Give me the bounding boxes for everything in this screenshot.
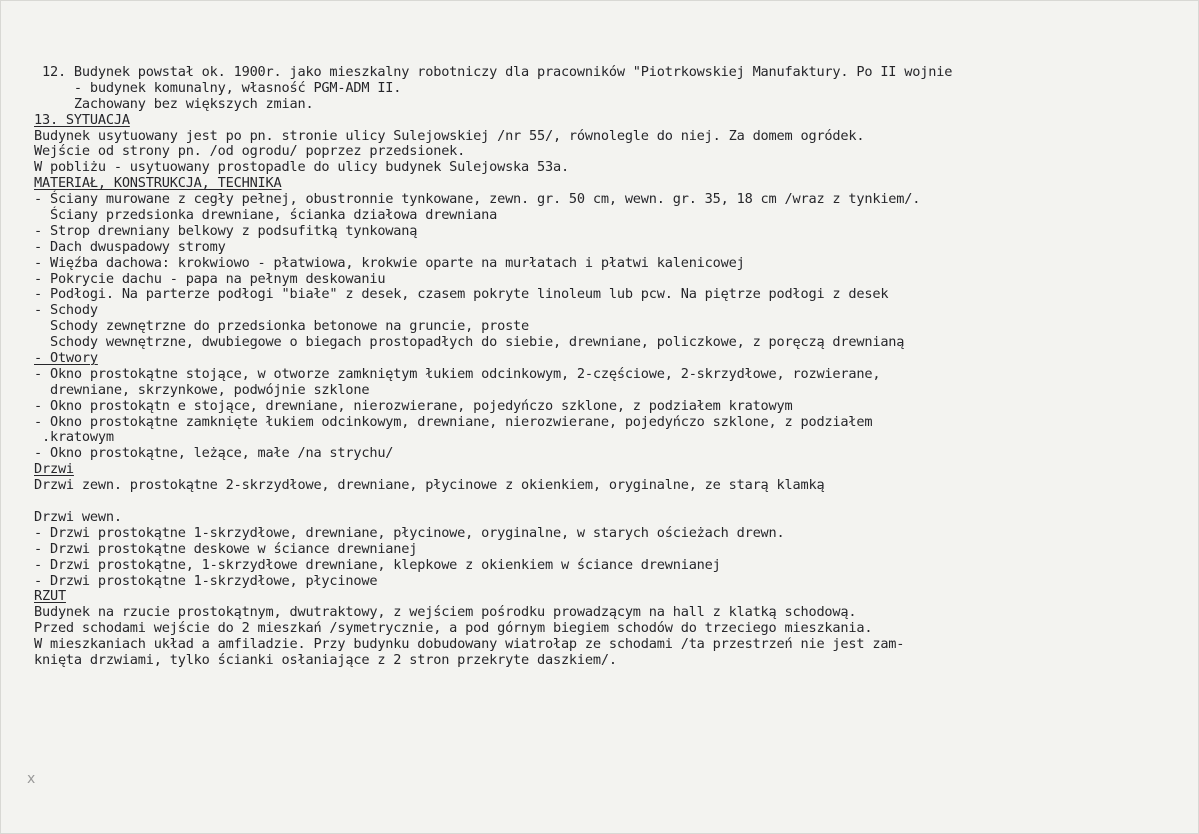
text-line: - Dach dwuspadowy stromy [34,238,226,255]
text-line: - Drzwi prostokątne, 1-skrzydłowe drewniane, klepkowe z okienkiem w ściance drewnianej [34,556,721,573]
text-line: - budynek komunalny, własność PGM-ADM II. [34,79,402,96]
text-line: - Okno prostokątn e stojące, drewniane, nierozwierane, pojedyńczo szklone, z podziałem kratowym [34,397,793,414]
text-line: - Więźba dachowa: krokwiowo - płatwiowa, krokwie oparte na murłatach i płatwi kalenicowej [34,254,745,271]
text-line: .kratowym [34,429,114,446]
text-line: Budynek na rzucie prostokątnym, dwutraktowy, z wejściem pośrodku prowadzącym na hall z klatką schodową. [34,604,857,621]
section-heading: MATERIAŁ, KONSTRUKCJA, TECHNIKA [34,175,282,192]
typed-text [34,65,1194,669]
text-line: drewniane, skrzynkowe, podwójnie szklone [34,381,370,398]
text-line: - Pokrycie dachu - papa na pełnym deskowaniu [34,270,386,287]
section-heading: 13. SYTUACJA [34,111,130,128]
text-line: W mieszkaniach układ a amfiladzie. Przy budynku dobudowany wiatrołap ze schodami /ta przestrzeń nie jest zam- [34,636,905,653]
text-line: Schody zewnętrzne do przedsionka betonowe na gruncie, proste [34,318,530,335]
text-line: Zachowany bez większych zmian. [34,95,314,112]
text-line: Drzwi wewn. [34,508,122,525]
text-line: - Drzwi prostokątne 1-skrzydłowe, drewniane, płycinowe, oryginalne, w starych ościeżach drewn. [34,524,785,541]
text-line: Wejście od strony pn. /od ogrodu/ poprzez przedsionek. [34,143,466,160]
text-line: Ściany przedsionka drewniane, ścianka działowa drewniana [34,207,498,224]
text-line: Schody wewnętrzne, dwubiegowe o biegach prostopadłych do siebie, drewniane, policzkowe, z poręczą drewnianą [34,334,905,351]
text-line: - Drzwi prostokątne deskowe w ściance drewnianej [34,540,418,557]
section-heading: - Otwory [34,350,98,367]
text-line: - Schody [34,302,98,319]
section-heading: Drzwi [34,461,74,478]
section-heading: RZUT [34,588,66,605]
text-line: W pobliżu - usytuowany prostopadle do ulicy budynek Sulejowska 53a. [34,159,569,176]
text-line: Przed schodami wejście do 2 mieszkań /symetrycznie, a pod górnym biegiem schodów do trzeciego mieszkania. [34,620,873,637]
text-line: Budynek usytuowany jest po pn. stronie ulicy Sulejowskiej /nr 55/, równolegle do niej. Za domem ogródek. [34,127,865,144]
text-line: - Okno prostokątne stojące, w otworze zamkniętym łukiem odcinkowym, 2-częściowe, 2-skrzydłowe, rozwierane, [34,365,881,382]
text-line: 12. Budynek powstał ok. 1900r. jako mieszkalny robotniczy dla pracowników "Piotrkowskiej Manufaktury. Po II wojnie [34,64,953,80]
pencil-mark: x [27,771,36,787]
text-line: - Drzwi prostokątne 1-skrzydłowe, płycinowe [34,572,378,589]
text-line: - Podłogi. Na parterze podłogi "białe" z desek, czasem pokryte linoleum lub pcw. Na piętrze podłogi z desek [34,286,889,303]
text-line [34,494,1194,510]
text-line: knięta drzwiami, tylko ścianki osłaniające z 2 stron przekryte daszkiem/. [34,651,617,668]
text-line: - Strop drewniany belkowy z podsufitką tynkowaną [34,222,418,239]
text-line: - Okno prostokątne zamknięte łukiem odcinkowym, drewniane, nierozwierane, pojedyńczo szklone, z podziałem [34,413,873,430]
text-line: Drzwi zewn. prostokątne 2-skrzydłowe, drewniane, płycinowe z okienkiem, oryginalne, ze starą klamką [34,477,825,494]
text-line: - Okno prostokątne, leżące, małe /na strychu/ [34,445,394,462]
text-line: - Ściany murowane z cegły pełnej, obustronnie tynkowane, zewn. gr. 50 cm, wewn. gr. 35, 18 cm /wraz z tynkiem/. [34,191,921,208]
